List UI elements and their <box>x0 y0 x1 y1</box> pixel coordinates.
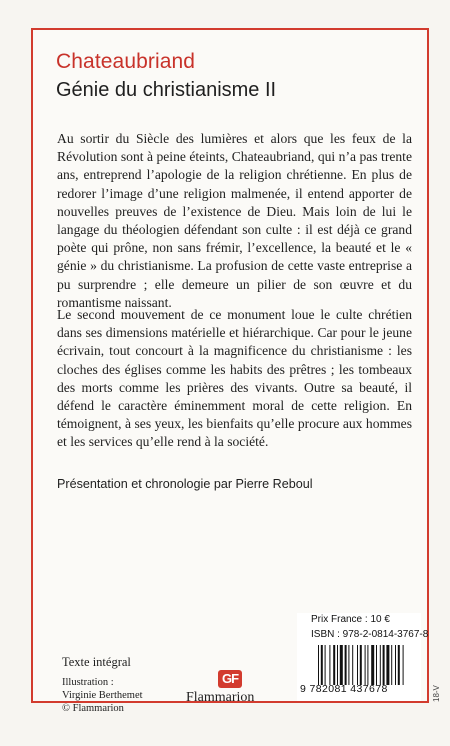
credit-line: Virginie Berthemet <box>62 690 143 701</box>
illustration-credits <box>62 676 143 715</box>
barcode-icon <box>318 645 414 685</box>
blurb-paragraph-1: Au sortir du Siècle des lumières et alors que les feux de la Révolution sont à peine éteints, Chateaubriand, qui n’a pas trente ans, entreprend l’apologie de la religion chrétienne. En plus de redorer l’image d’une religion malmenée, il entend apporter de nouvelles preuves de l’existence de Dieu. Mais loin de lui le langage du théologien défendant son culte : il est déjà ce grand poète qui prône, non sans frémir, l’excellence, la beauté et le « génie » du christianisme. La profusion de cette vaste entreprise a pu surprendre ; elle demeure un pilier de son œuvre et du romantisme naissant. <box>57 131 412 310</box>
spine-code: 18-V <box>432 685 441 702</box>
isbn-label: ISBN : 978-2-0814-3767-8 <box>311 629 429 640</box>
book-title: Génie du christianisme II <box>56 79 277 101</box>
gf-logo: GF <box>218 670 242 688</box>
blurb-paragraph-2: Le second mouvement de ce monument loue le culte chrétien dans ses dimensions matérielle et hiérarchique. Car pour le jeune écrivain, tout concourt à la magnificence du christianisme : les cloches des églises comme les habits des prêtres ; les tombeaux des morts comme les prières des vivants. Outre sa beauté, il défend le caractère éminemment moral de cette religion. En témoignent, à ses yeux, les bienfaits qu’elle procure aux hommes et les services qu’elle rend à la société. <box>57 307 412 450</box>
price-label: Prix France : 10 € <box>311 614 390 625</box>
author-name: Chateaubriand <box>56 50 196 73</box>
texte-integral-label: Texte intégral <box>62 655 131 669</box>
credit-line: © Flammarion <box>62 703 124 714</box>
publisher-name: Flammarion <box>186 690 255 705</box>
barcode-digits: 9 782081 437678 <box>300 683 388 695</box>
credit-line: Illustration : <box>62 677 114 688</box>
presentation-credit: Présentation et chronologie par Pierre Reboul <box>57 477 313 491</box>
